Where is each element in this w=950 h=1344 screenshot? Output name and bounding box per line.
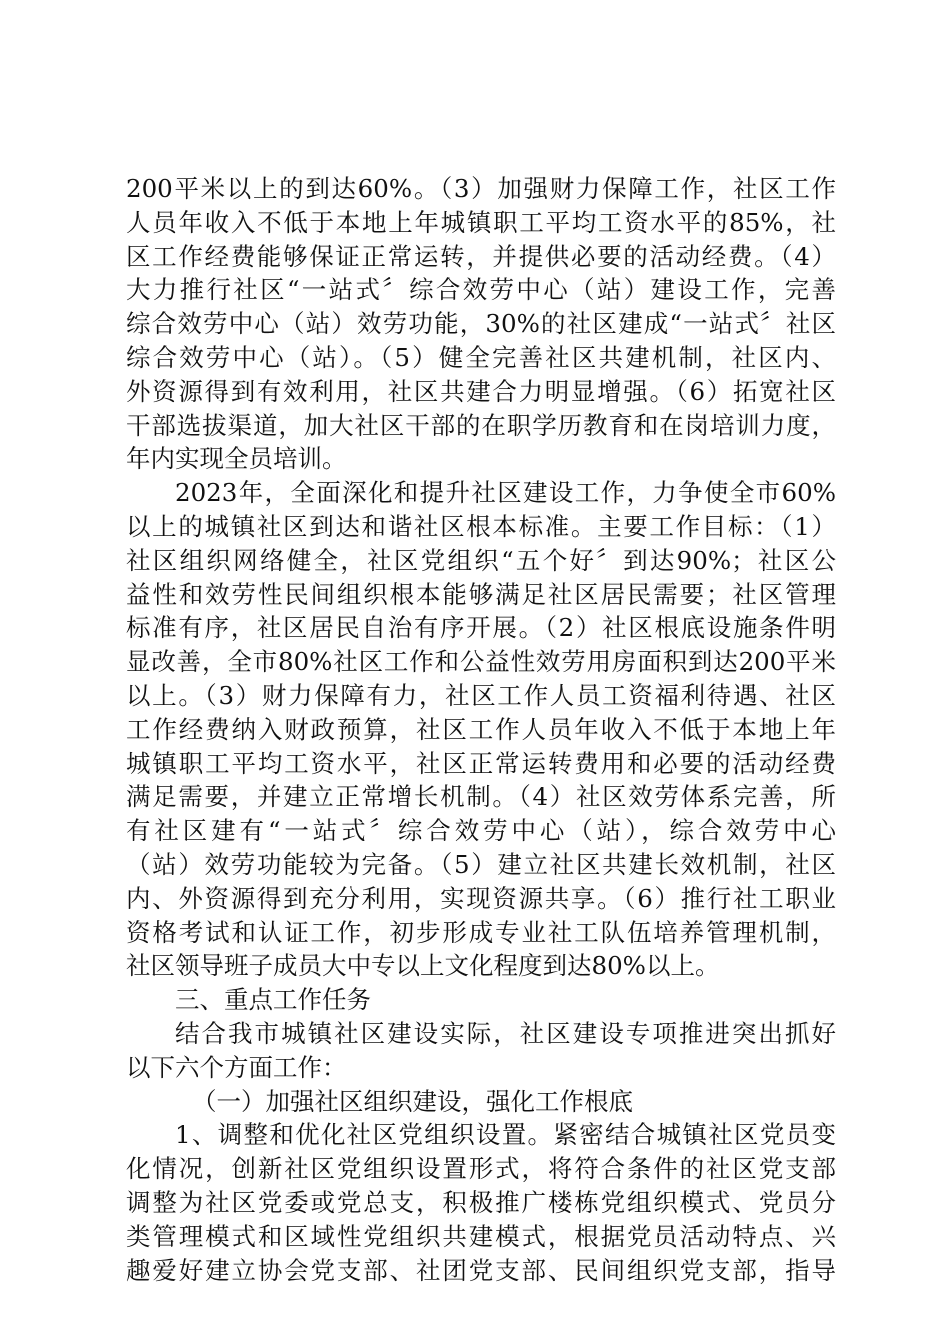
paragraph-first-line: 2023年，全面深化和提升社区建设工作，力争使全市60% [175, 478, 836, 508]
body-line: 化情况，创新社区党组织设置形式，将符合条件的社区党支部 [126, 1154, 836, 1184]
body-line: 工作经费纳入财政预算，社区工作人员年收入不低于本地上年 [126, 714, 836, 744]
body-line: 调整为社区党委或党总支，积极推广楼栋党组织模式、党员分 [126, 1187, 836, 1217]
body-line: 区工作经费能够保证正常运转，并提供必要的活动经费。（4） [126, 241, 836, 271]
section-heading: 三、重点工作任务 [175, 985, 371, 1015]
body-line: 有社区建有“一站式〞综合效劳中心（站），综合效劳中心 [126, 816, 836, 846]
body-line: 年内实现全员培训。 [126, 444, 347, 474]
body-line: 资格考试和认证工作，初步形成专业社工队伍培养管理机制， [126, 917, 836, 947]
paragraph-first-line: 1、调整和优化社区党组织设置。紧密结合城镇社区党员变 [175, 1120, 836, 1150]
body-line: （站）效劳功能较为完备。（5）建立社区共建长效机制，社区 [126, 849, 836, 879]
body-line: 大力推行社区“一站式〞综合效劳中心（站）建设工作，完善 [126, 275, 836, 305]
body-line: 益性和效劳性民间组织根本能够满足社区居民需要；社区管理 [126, 579, 836, 609]
body-line: 趣爱好建立协会党支部、社团党支部、民间组织党支部，指导 [126, 1255, 836, 1285]
body-line: 综合效劳中心（站）。（5）健全完善社区共建机制，社区内、 [126, 342, 836, 372]
body-line: 200平米以上的到达60%。（3）加强财力保障工作，社区工作 [126, 174, 836, 203]
body-line: 以上的城镇社区到达和谐社区根本标准。主要工作目标：（1） [126, 511, 836, 541]
body-line: 显改善，全市80%社区工作和公益性效劳用房面积到达200平米 [126, 647, 836, 677]
body-line: 综合效劳中心（站）效劳功能，30%的社区建成“一站式〞社区 [126, 309, 836, 339]
body-line: 满足需要，并建立正常增长机制。（4）社区效劳体系完善，所 [126, 782, 836, 812]
body-line: 标准有序，社区居民自治有序开展。（2）社区根底设施条件明 [126, 613, 836, 643]
body-line: 社区组织网络健全，社区党组织“五个好〞到达90%；社区公 [126, 545, 836, 575]
body-line: 类管理模式和区域性党组织共建模式，根据党员活动特点、兴 [126, 1221, 836, 1251]
body-line: 内、外资源得到充分利用，实现资源共享。（6）推行社工职业 [126, 883, 836, 913]
body-line: 以上。（3）财力保障有力，社区工作人员工资福利待遇、社区 [126, 680, 836, 710]
subsection-heading: （一）加强社区组织建设，强化工作根底 [192, 1086, 633, 1116]
body-line: 人员年收入不低于本地上年城镇职工平均工资水平的85%，社 [126, 207, 836, 237]
body-line: 以下六个方面工作： [126, 1052, 347, 1082]
document-body [126, 172, 836, 1287]
body-line: 社区领导班子成员大中专以上文化程度到达80%以上。 [126, 951, 720, 981]
body-line: 干部选拔渠道，加大社区干部的在职学历教育和在岗培训力度， [126, 410, 836, 440]
paragraph-first-line: 结合我市城镇社区建设实际，社区建设专项推进突出抓好 [175, 1018, 836, 1048]
body-line: 城镇职工平均工资水平，社区正常运转费用和必要的活动经费 [126, 748, 836, 778]
body-line: 外资源得到有效利用，社区共建合力明显增强。（6）拓宽社区 [126, 376, 836, 406]
